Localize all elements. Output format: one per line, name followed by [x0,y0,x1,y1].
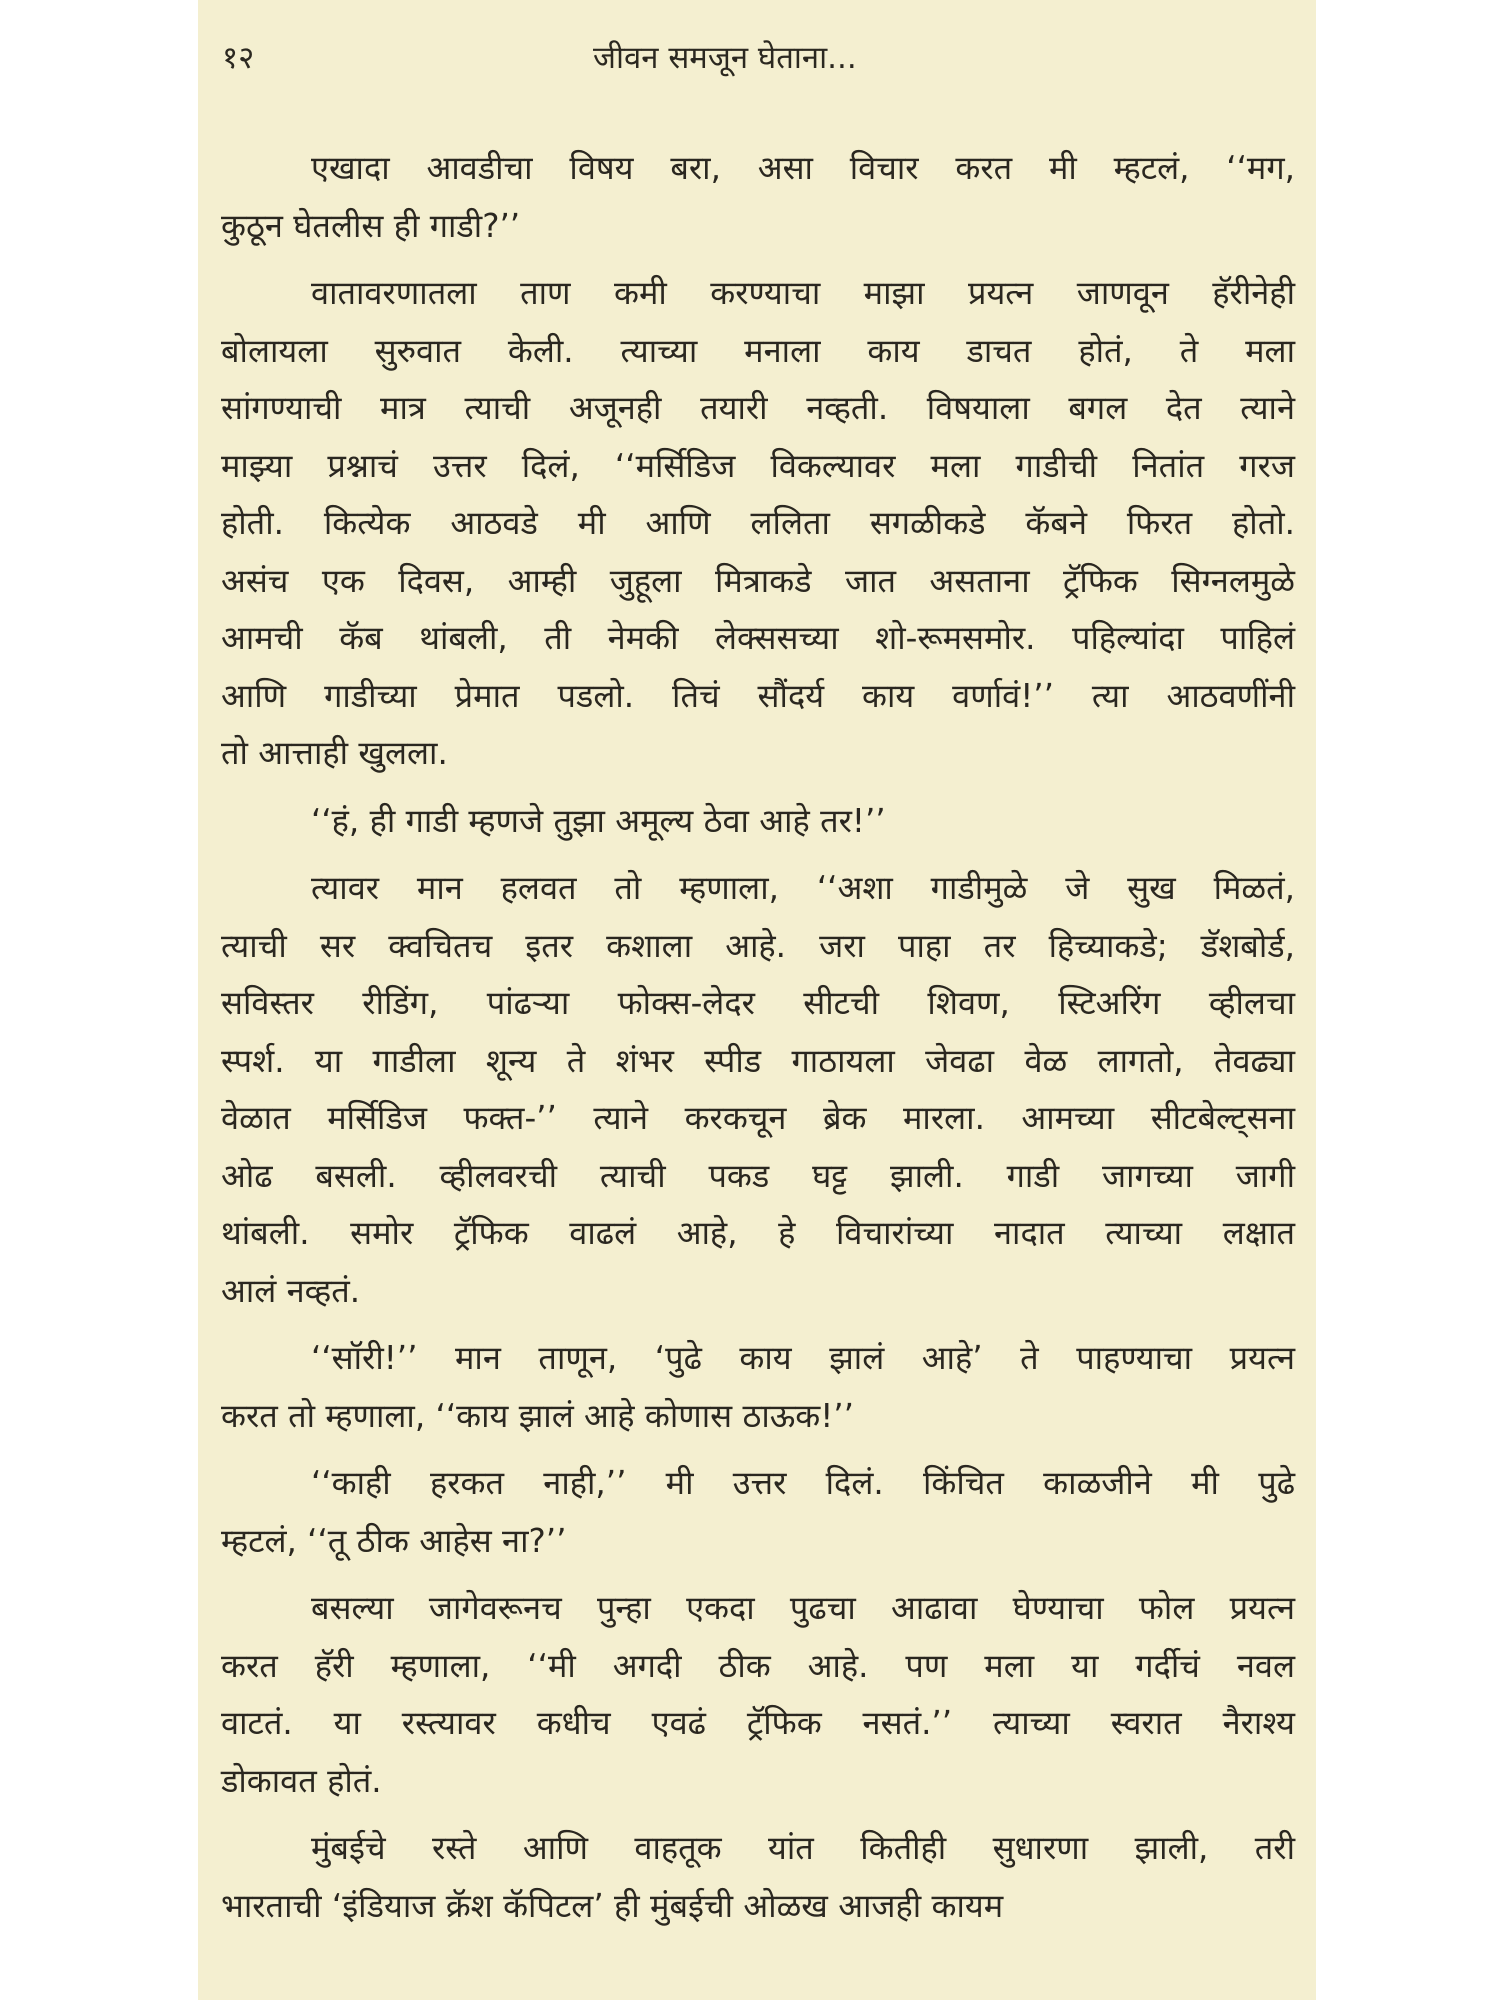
text-line: माझ्या प्रश्नाचं उत्तर दिलं, ‘‘मर्सिडिज विकल्यावर मला गाडीची नितांत गरज [221,446,1295,485]
paragraph [221,1330,1295,1445]
paragraph [221,793,1295,851]
text-line: थांबली. समोर ट्रॅफिक वाढलं आहे, हे विचारांच्या नादात त्याच्या लक्षात [221,1214,1295,1252]
text-line: भारताची ‘इंडियाज क्रॅश कॅपिटल’ ही मुंबईची ओळख आजही कायम [221,1886,1004,1925]
text-line: त्याची सर क्वचितच इतर कशाला आहे. जरा पाहा तर हिच्याकडे; डॅशबोर्ड, [221,926,1295,965]
text-line: कुठून घेतलीस ही गाडी?’’ [221,206,521,245]
text-line: वेळात मर्सिडिज फक्त-’’ त्याने करकचून ब्रेक मारला. आमच्या सीटबेल्ट्सना [221,1099,1295,1137]
text-line: डोकावत होतं. [221,1761,382,1800]
text-line: स्पर्श. या गाडीला शून्य ते शंभर स्पीड गाठायला जेवढा वेळ लागतो, तेवढ्या [221,1041,1295,1080]
paragraph [221,140,1295,255]
text-line: म्हटलं, ‘‘तू ठीक आहेस ना?’’ [221,1521,567,1560]
running-title: जीवन समजून घेताना... [593,40,857,76]
text-line: सविस्तर रीडिंग, पांढऱ्या फोक्स-लेदर सीटची शिवण, स्टिअरिंग व्हीलचा [221,984,1295,1022]
text-line: करत तो म्हणाला, ‘‘काय झालं आहे कोणास ठाऊक!’’ [221,1396,854,1435]
paragraph [221,265,1295,783]
text-line: ‘‘सॉरी!’’ मान ताणून, ‘पुढे काय झालं आहे’ ते पाहण्याचा प्रयत्न [311,1339,1295,1377]
text-line: आमची कॅब थांबली, ती नेमकी लेक्ससच्या शो-रूमसमोर. पहिल्यांदा पाहिलं [221,619,1295,657]
text-line: ओढ बसली. व्हीलवरची त्याची पकड घट्ट झाली. गाडी जागच्या जागी [221,1156,1295,1195]
text-line: सांगण्याची मात्र त्याची अजूनही तयारी नव्हती. विषयाला बगल देत त्याने [221,389,1295,427]
page-header [198,26,1316,86]
text-line: आणि गाडीच्या प्रेमात पडलो. तिचं सौंदर्य काय वर्णावं!’’ त्या आठवणींनी [221,676,1295,715]
paragraph [221,1580,1295,1810]
text-line: तो आत्ताही खुलला. [221,734,448,772]
text-line: बोलायला सुरुवात केली. त्याच्या मनाला काय डाचत होतं, ते मला [221,331,1295,370]
text-line: वाटतं. या रस्त्यावर कधीच एवढं ट्रॅफिक नसतं.’’ त्याच्या स्वरात नैराश्य [221,1704,1295,1742]
text-line: असंच एक दिवस, आम्ही जुहूला मित्राकडे जात असताना ट्रॅफिक सिग्नलमुळे [221,561,1295,600]
text-line: वातावरणातला ताण कमी करण्याचा माझा प्रयत्न जाणवून हॅरीनेही [311,274,1295,312]
book-page [198,0,1316,2000]
body-text [221,140,1295,1945]
text-line: ‘‘हं, ही गाडी म्हणजे तुझा अमूल्य ठेवा आहे तर!’’ [311,801,886,840]
text-line: बसल्या जागेवरूनच पुन्हा एकदा पुढचा आढावा घेण्याचा फोल प्रयत्न [311,1589,1295,1627]
text-line: एखादा आवडीचा विषय बरा, असा विचार करत मी म्हटलं, ‘‘मग, [311,149,1295,187]
paragraph [221,1455,1295,1570]
text-line: ‘‘काही हरकत नाही,’’ मी उत्तर दिलं. किंचित काळजीने मी पुढे [311,1464,1295,1502]
text-line: करत हॅरी म्हणाला, ‘‘मी अगदी ठीक आहे. पण मला या गर्दीचं नवल [221,1646,1295,1685]
text-line: आलं नव्हतं. [221,1271,361,1310]
text-line: त्यावर मान हलवत तो म्हणाला, ‘‘अशा गाडीमुळे जे सुख मिळतं, [311,869,1295,907]
text-line: होती. कित्येक आठवडे मी आणि ललिता सगळीकडे कॅबने फिरत होतो. [221,504,1295,542]
text-line: मुंबईचे रस्ते आणि वाहतूक यांत कितीही सुधारणा झाली, तरी [311,1829,1295,1867]
paragraph [221,860,1295,1320]
paragraph [221,1820,1295,1935]
page-number: १२ [222,40,255,76]
